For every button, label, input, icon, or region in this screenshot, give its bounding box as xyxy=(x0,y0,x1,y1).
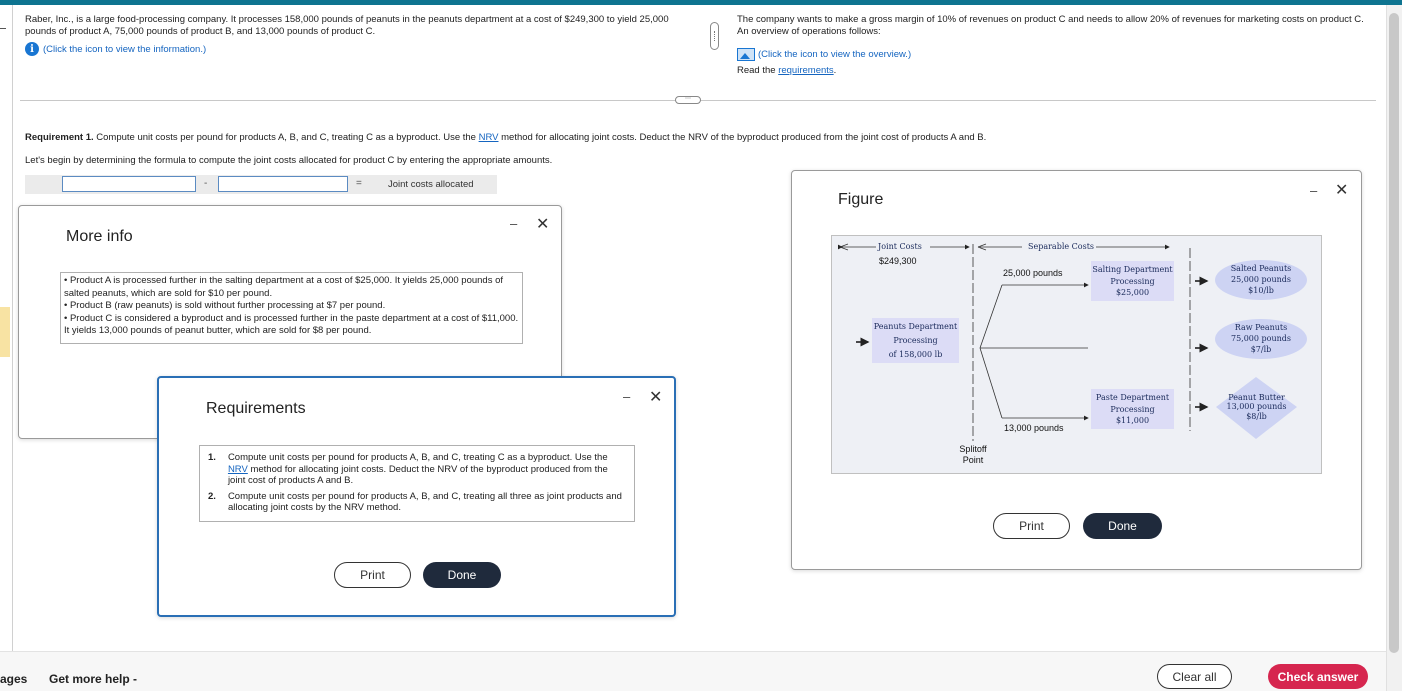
more-info-bullet-c: • Product C is considered a byproduct and is processed further in the paste department at a cost of $11,000. It yields 13,000 pounds of peanut butter, which are sold for $8 per pound. xyxy=(64,312,519,336)
minimize-icon[interactable]: – xyxy=(1310,183,1318,198)
horizontal-divider-handle[interactable]: ⋯ xyxy=(675,96,701,104)
requirement-1-label: Requirement 1. xyxy=(25,132,94,143)
joint-costs-value: $249,300 xyxy=(879,256,917,266)
nrv-link[interactable]: NRV xyxy=(227,463,248,475)
salting-dept-line-2: Processing xyxy=(1110,277,1155,286)
problem-intro-right: The company wants to make a gross margin of 10% of revenues on product C and needs to allow 20% of revenues for marketing costs on product C. An overview of operations follows: xyxy=(737,14,1364,37)
more-info-bullet-b: • Product B (raw peanuts) is sold without further processing at $7 per pound. xyxy=(64,300,386,311)
separable-costs-label: Separable Costs xyxy=(1028,242,1095,251)
formula-input-2[interactable] xyxy=(218,176,348,192)
requirement-text-after: method for allocating joint costs. Deduct the NRV of the byproduct produced from the joint cost of products A and B. xyxy=(227,463,608,486)
print-button[interactable]: Print xyxy=(993,513,1070,539)
get-more-help-button[interactable]: Get more help - xyxy=(49,672,138,686)
check-answer-button[interactable]: Check answer xyxy=(1268,664,1368,689)
problem-intro-left: Raber, Inc., is a large food-processing company. It processes 158,000 pounds of peanuts in the peanuts department at a cost of $249,300 to yield 25,000 pounds of product A, 75,000 pounds of product B, and 13,000 pounds of product C. xyxy=(25,14,669,37)
more-info-title: More info xyxy=(66,228,133,245)
close-icon[interactable]: ✕ xyxy=(649,389,663,406)
raw-peanuts-line-1: Raw Peanuts xyxy=(1234,323,1288,332)
salted-peanuts-line-2: 25,000 pounds xyxy=(1230,275,1291,284)
peanuts-dept-line-1: Peanuts Department xyxy=(873,322,958,331)
more-info-bullet-a: • Product A is processed further in the salting department at a cost of $25,000. It yields 25,000 pounds of salted peanuts, which are sold for $10 per pound. xyxy=(64,275,504,299)
figure-title: Figure xyxy=(838,191,884,208)
peanuts-dept-line-3: of 158,000 lb xyxy=(888,350,943,359)
done-button[interactable]: Done xyxy=(1083,513,1162,539)
overview-link-text[interactable]: (Click the icon to view the overview.) xyxy=(758,49,912,60)
info-icon[interactable]: i xyxy=(25,42,39,56)
paste-dept-line-3: $11,000 xyxy=(1115,416,1150,425)
salting-dept-line-1: Salting Department xyxy=(1092,265,1173,274)
product-c-pounds: 13,000 pounds xyxy=(1004,423,1064,433)
requirement-text xyxy=(228,452,626,487)
peanuts-dept-line-2: Processing xyxy=(893,336,938,345)
peanuts-department-box xyxy=(872,318,959,363)
formula-row xyxy=(25,175,497,194)
read-requirements xyxy=(737,65,836,76)
formula-input-1[interactable] xyxy=(62,176,196,192)
close-icon[interactable]: ✕ xyxy=(1335,182,1349,199)
requirement-1-text-after: method for allocating joint costs. Deduct the NRV of the byproduct produced from the joint cost of products A and B. xyxy=(498,132,987,143)
vertical-divider-handle[interactable] xyxy=(710,22,719,50)
minimize-icon[interactable]: – xyxy=(510,216,518,231)
salting-department-box xyxy=(1091,261,1174,301)
requirements-dialog xyxy=(157,376,676,617)
salted-peanuts-line-3: $10/lb xyxy=(1248,286,1274,295)
requirement-number: 1. xyxy=(208,452,216,463)
operations-diagram xyxy=(831,235,1322,474)
requirement-text: Compute unit costs per pound for products A, B, and C, treating all three as joint products and allocating joint costs by the NRV method. xyxy=(227,490,622,513)
requirement-text-before: Compute unit costs per pound for products A, B, and C, treating C as a byproduct. Use the xyxy=(227,452,608,463)
left-panel-border xyxy=(12,5,13,655)
print-button[interactable]: Print xyxy=(334,562,411,588)
paste-dept-line-1: Paste Department xyxy=(1095,393,1170,402)
info-link[interactable] xyxy=(25,42,206,56)
splitoff-label xyxy=(958,444,988,466)
info-link-text[interactable]: (Click the icon to view the information.) xyxy=(43,43,207,55)
list-item xyxy=(208,491,626,514)
read-requirements-suffix: . xyxy=(833,65,837,76)
close-icon[interactable]: ✕ xyxy=(536,216,550,233)
joint-costs-label: Joint Costs xyxy=(878,242,922,251)
salted-peanuts-oval xyxy=(1215,260,1307,300)
page-scrollbar[interactable] xyxy=(1386,5,1402,691)
instruction-text: Let's begin by determining the formula to compute the joint costs allocated for product C by entering the appropriate amounts. xyxy=(25,155,553,166)
done-button[interactable]: Done xyxy=(423,562,501,588)
list-item xyxy=(208,452,626,487)
top-accent-bar xyxy=(0,0,1402,5)
more-info-content xyxy=(60,272,523,344)
peanut-butter-line-1: Peanut Butter xyxy=(1228,393,1285,402)
paste-dept-line-2: Processing xyxy=(1110,405,1155,414)
requirement-1-text-before: Compute unit costs per pound for products A, B, and C, treating C as a byproduct. Use the xyxy=(93,132,479,143)
joint-costs-allocated-label: Joint costs allocated xyxy=(388,179,474,190)
requirement-number: 2. xyxy=(208,490,216,502)
peanut-butter-line-3: $8/lb xyxy=(1246,412,1267,421)
requirements-title: Requirements xyxy=(206,400,306,417)
requirements-list xyxy=(199,445,635,522)
nrv-link[interactable]: NRV xyxy=(478,132,499,143)
paste-department-box xyxy=(1091,389,1174,429)
left-edge-highlight xyxy=(0,307,10,357)
pages-label: ages xyxy=(0,672,28,686)
splitoff-line-2: Point xyxy=(962,455,984,465)
salting-dept-line-3: $25,000 xyxy=(1115,288,1150,297)
peanut-butter-line-2: 13,000 pounds xyxy=(1226,402,1287,411)
raw-peanuts-line-3: $7/lb xyxy=(1250,345,1272,354)
requirement-1-text xyxy=(25,132,986,143)
clear-all-button[interactable]: Clear all xyxy=(1157,664,1232,689)
read-requirements-prefix: Read the xyxy=(737,65,779,76)
requirements-link[interactable]: requirements xyxy=(778,65,834,76)
image-icon[interactable] xyxy=(737,48,755,61)
equals-sign: = xyxy=(356,178,362,189)
salted-peanuts-line-1: Salted Peanuts xyxy=(1230,264,1292,273)
splitoff-line-1: Splitoff xyxy=(959,444,987,454)
scrollbar-thumb[interactable] xyxy=(1389,13,1399,653)
left-edge-marker xyxy=(0,28,6,29)
minimize-icon[interactable]: – xyxy=(623,389,631,404)
raw-peanuts-oval xyxy=(1215,319,1307,359)
overview-link[interactable] xyxy=(737,48,911,61)
figure-dialog xyxy=(791,170,1362,570)
product-a-pounds: 25,000 pounds xyxy=(1003,268,1063,278)
minus-sign: - xyxy=(204,178,208,189)
raw-peanuts-line-2: 75,000 pounds xyxy=(1230,334,1291,343)
